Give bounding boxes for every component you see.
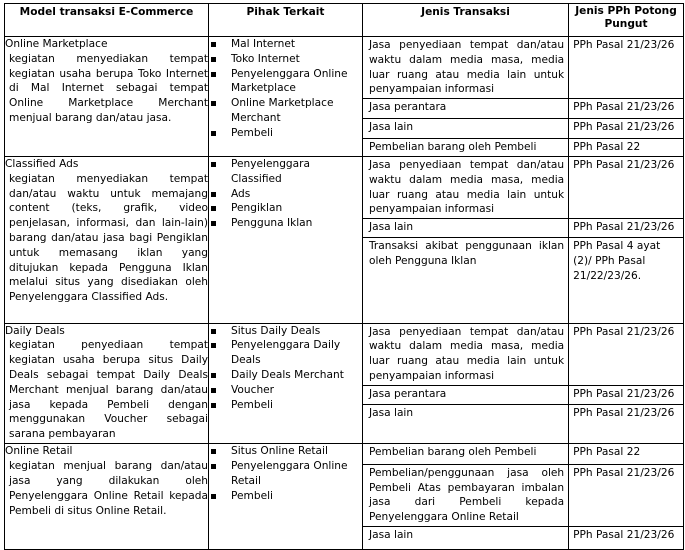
table-row: [5, 444, 684, 550]
transaksi-row: [363, 444, 683, 464]
jenis-transaksi: Jasa lain: [363, 404, 569, 443]
jenis-pph: PPh Pasal 21/23/26: [569, 404, 683, 443]
list-item: Pembeli: [209, 126, 362, 141]
table-row: [5, 156, 684, 323]
jenis-pph: PPh Pasal 21/23/26: [569, 385, 683, 404]
header-row: [5, 4, 684, 37]
header-model: Model transaksi E-Commerce: [5, 4, 209, 37]
model-title: Online Retail: [5, 445, 73, 458]
model-cell: [5, 444, 209, 550]
model-cell: [5, 323, 209, 444]
model-title: Daily Deals: [5, 324, 65, 337]
transaksi-row: [363, 324, 683, 386]
transaksi-row: [363, 119, 683, 139]
transaksi-row: [363, 99, 683, 119]
transaksi-cell: [363, 156, 684, 323]
transaksi-row: [363, 238, 683, 323]
model-description: kegiatan menyediakan tempat kegiatan usaha berupa Toko Internet di Mal Internet sebagai tempat Online Marketplace Merchant menjual barang dan/atau jasa.: [9, 52, 208, 124]
model-description: kegiatan menyediakan tempat dan/atau waktu untuk memajang content (teks, grafik, video penjelasan, informasi, dan lain-lain) barang dan/atau jasa bagi Pengiklan untuk memasang iklan yang ditujukan kepada Pengguna Iklan melalui situs yang disediakan oleh Penyelenggara Classified Ads.: [9, 172, 208, 304]
list-item: Toko Internet: [209, 52, 362, 67]
list-item: Situs Daily Deals: [209, 324, 362, 339]
pihak-cell: [209, 156, 363, 323]
list-item: Ads: [209, 187, 362, 202]
jenis-transaksi: Jasa perantara: [363, 99, 569, 119]
transaksi-cell: [363, 323, 684, 444]
model-description: kegiatan penyediaan tempat kegiatan usaha berupa situs Daily Deals sebagai tempat Daily Deals Merchant menjual barang dan/atau jasa kepada Pembeli dengan menggunakan Voucher sebagai sarana pembayaran: [9, 339, 208, 441]
jenis-transaksi: Jasa lain: [363, 527, 569, 549]
transaksi-row: [363, 527, 683, 549]
list-item: Penyelenggara Classified: [209, 157, 362, 187]
jenis-transaksi: Pembelian barang oleh Pembeli: [369, 446, 537, 459]
list-item: Pembeli: [209, 398, 362, 413]
list-item: Penyelenggara Online Marketplace: [209, 67, 362, 97]
header-pihak: Pihak Terkait: [209, 4, 363, 37]
jenis-pph: PPh Pasal 22: [569, 444, 683, 464]
jenis-transaksi: Jasa penyediaan tempat dan/atau waktu dalam media masa, media luar ruang atau media lain untuk penyampaian informasi: [369, 325, 565, 383]
header-jenis-transaksi: Jenis Transaksi: [363, 4, 569, 37]
jenis-transaksi: Pembelian barang oleh Pembeli: [363, 139, 569, 156]
jenis-pph: PPh Pasal 21/23/26: [569, 219, 683, 238]
model-description: kegiatan menjual barang dan/atau jasa yang dilakukan oleh Penyelenggara Online Retail kepada Pembeli di situs Online Retail.: [9, 460, 208, 517]
jenis-pph: PPh Pasal 21/23/26: [569, 324, 683, 386]
transaksi-row: [363, 219, 683, 238]
jenis-pph: PPh Pasal 21/23/26: [569, 527, 683, 549]
jenis-pph: PPh Pasal 21/23/26: [569, 99, 683, 119]
jenis-transaksi: Jasa penyediaan tempat dan/atau waktu dalam media masa, media luar ruang atau media lain untuk penyampaian informasi: [369, 158, 565, 216]
ecommerce-tax-table: [4, 3, 684, 550]
list-item: Online Marketplace Merchant: [209, 96, 362, 126]
transaksi-row: [363, 404, 683, 443]
list-item: Penyelenggara Daily Deals: [209, 338, 362, 368]
transaksi-table: [363, 37, 683, 156]
list-item: Pengguna Iklan: [209, 216, 362, 231]
list-item: Pengiklan: [209, 201, 362, 216]
jenis-transaksi: Jasa perantara: [363, 385, 569, 404]
transaksi-table: [363, 444, 683, 548]
pihak-cell: [209, 444, 363, 550]
model-cell: [5, 37, 209, 157]
jenis-transaksi: Transaksi akibat penggunaan iklan oleh Pengguna Iklan: [363, 238, 569, 323]
pihak-list: [209, 324, 362, 413]
jenis-transaksi: Jasa lain: [363, 119, 569, 139]
jenis-transaksi: Jasa penyediaan tempat dan/atau waktu dalam media masa, media luar ruang atau media lain untuk penyampaian informasi: [369, 39, 565, 96]
table-row: [5, 37, 684, 157]
jenis-pph: PPh Pasal 21/23/26: [569, 37, 683, 99]
pihak-list: [209, 157, 362, 231]
list-item: Daily Deals Merchant: [209, 368, 362, 383]
transaksi-cell: [363, 37, 684, 157]
transaksi-row: [363, 157, 683, 219]
transaksi-cell: [363, 444, 684, 550]
transaksi-row: [363, 464, 683, 526]
model-cell: [5, 156, 209, 323]
jenis-transaksi: Pembelian/penggunaan jasa oleh Pembeli Atas pembayaran imbalan jasa dari Pembeli kepada Penyelenggara Online Retail: [363, 464, 569, 526]
jenis-pph: PPh Pasal 21/23/26: [569, 464, 683, 526]
header-jenis-pph: Jenis PPh Potong Pungut: [569, 4, 684, 37]
jenis-transaksi: Jasa lain: [363, 219, 569, 238]
list-item: Pembeli: [209, 489, 362, 504]
list-item: Mal Internet: [209, 37, 362, 52]
pihak-list: [209, 37, 362, 141]
jenis-pph: PPh Pasal 21/23/26: [569, 157, 683, 219]
jenis-pph: PPh Pasal 22: [569, 139, 683, 156]
table-row: [5, 323, 684, 444]
pihak-cell: [209, 323, 363, 444]
list-item: Penyelenggara Online Retail: [209, 459, 362, 489]
jenis-pph: PPh Pasal 21/23/26: [569, 119, 683, 139]
pihak-list: [209, 444, 362, 503]
transaksi-row: [363, 385, 683, 404]
pihak-cell: [209, 37, 363, 157]
jenis-pph: PPh Pasal 4 ayat (2)/ PPh Pasal 21/22/23/26.: [569, 238, 683, 323]
transaksi-row: [363, 139, 683, 156]
model-title: Classified Ads: [5, 157, 79, 170]
list-item: Situs Online Retail: [209, 444, 362, 459]
transaksi-table: [363, 157, 683, 323]
model-title: Online Marketplace: [5, 38, 108, 50]
transaksi-table: [363, 324, 683, 444]
list-item: Voucher: [209, 383, 362, 398]
transaksi-row: [363, 37, 683, 99]
